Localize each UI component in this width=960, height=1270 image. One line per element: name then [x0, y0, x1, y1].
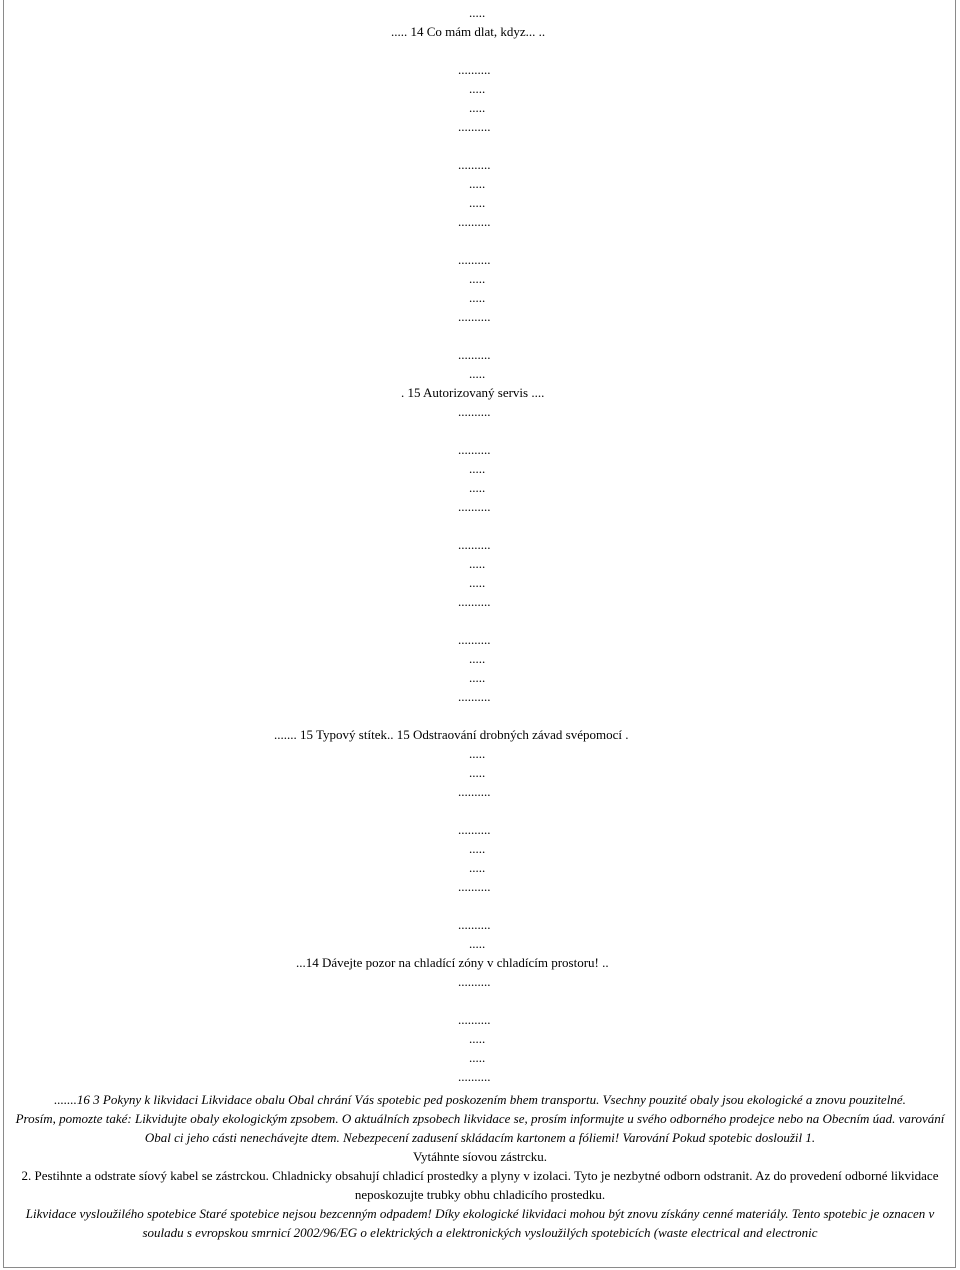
toc-gap — [0, 41, 960, 60]
toc-gap — [0, 896, 960, 915]
toc-entry: .......... — [458, 442, 491, 457]
toc-gap — [0, 326, 960, 345]
toc-entry: .......... — [458, 879, 491, 894]
toc-entry: ..... — [469, 1031, 486, 1046]
toc-entry: ..... — [469, 290, 486, 305]
body-paragraph: 2. Pestihnte a odstrate síový kabel se zástrckou. Chladnicky obsahují chladicí prostedky a plyny v izolaci. Tyto je nezbytné odborn odstranit. Az do provedení odborné likvidace neposkozujte trubky obhu chladicího prostedku. — [21, 1168, 939, 1202]
toc-entry: ..... — [469, 746, 486, 761]
toc-entry: ..... — [469, 480, 486, 495]
toc-entry: ..... — [469, 195, 486, 210]
toc-entry: ..... — [469, 860, 486, 875]
toc-gap — [0, 611, 960, 630]
toc-gap — [0, 706, 960, 725]
toc-entry: .......... — [458, 404, 491, 419]
toc-entry: .......... — [458, 689, 491, 704]
toc-entry: .......... — [458, 252, 491, 267]
toc-entry: ..... — [469, 5, 486, 20]
toc-entry: . 15 Autorizovaný servis .... — [401, 385, 545, 400]
body-paragraph: Prosím, pomozte také: Likvidujte obaly ekologickým zpsobem. O aktuálních zpsobech likvidace se, prosím informujte u svého odborného prodejce nebo na Obecním úad. varování Obal ci jeho cásti nenechávejte dtem. Nebezpecení zadusení skládacím kartonem a fóliemi! Varování Pokud spotebic dosloužil 1. — [15, 1111, 945, 1145]
toc-entry: ..... — [469, 1050, 486, 1065]
toc-gap — [0, 516, 960, 535]
toc-entry: .......... — [458, 822, 491, 837]
toc-entry: ..... — [469, 936, 486, 951]
toc-entry: .......... — [458, 119, 491, 134]
toc-entry: ..... — [469, 575, 486, 590]
toc-entry: .......... — [458, 214, 491, 229]
toc-entry: .......... — [458, 62, 491, 77]
body-paragraph: .......16 3 Pokyny k likvidaci Likvidace obalu Obal chrání Vás spotebic ped poskozením bhem transportu. Vsechny pouzité obaly jsou ekologické a znovu pouzitelné. — [54, 1092, 906, 1107]
toc-entry: .......... — [458, 537, 491, 552]
toc-entry: .......... — [458, 594, 491, 609]
toc-entry: ..... — [469, 651, 486, 666]
toc-entry: ..... — [469, 765, 486, 780]
toc-entry: .......... — [458, 347, 491, 362]
toc-entry: .......... — [458, 974, 491, 989]
toc-gap — [0, 991, 960, 1010]
toc-entry: ..... — [469, 841, 486, 856]
toc-entry: ....... 15 Typový stítek.. 15 Odstraování drobných závad svépomocí . — [274, 727, 629, 742]
toc-entry: ..... — [469, 81, 486, 96]
toc-entry: ..... — [469, 556, 486, 571]
toc-entry: .......... — [458, 1069, 491, 1084]
toc-entry: .......... — [458, 157, 491, 172]
toc-entry: .......... — [458, 1012, 491, 1027]
toc-entry: ..... — [469, 670, 486, 685]
toc-entry: ..... 14 Co mám dlat, kdyz... .. — [391, 24, 546, 39]
toc-entry: .......... — [458, 309, 491, 324]
toc-entry: .......... — [458, 632, 491, 647]
toc-gap — [0, 421, 960, 440]
toc-entry: .......... — [458, 917, 491, 932]
body-paragraph: Likvidace vysloužilého spotebice Staré spotebice nejsou bezcenným odpadem! Díky ekologické likvidaci mohou být znovu získány cenné materiály. Tento spotebic je oznacen v souladu s evropskou smrnicí 2002/96/EG o elektrických a elektronických vysloužilých spotebicích (waste electrical and electronic — [25, 1206, 935, 1240]
toc-entry: ..... — [469, 100, 486, 115]
toc-gap — [0, 231, 960, 250]
toc-entry: ..... — [469, 176, 486, 191]
toc-gap — [0, 136, 960, 155]
toc-entry: .......... — [458, 784, 491, 799]
toc-entry: ..... — [469, 366, 486, 381]
document-body — [8, 1090, 952, 1242]
table-of-contents — [0, 3, 960, 1086]
toc-entry: ..... — [469, 271, 486, 286]
toc-entry: ..... — [469, 461, 486, 476]
toc-entry: .......... — [458, 499, 491, 514]
body-paragraph: Vytáhnte síovou zástrcku. — [413, 1149, 547, 1164]
toc-entry: ...14 Dávejte pozor na chladící zóny v chladícím prostoru! .. — [296, 955, 609, 970]
toc-gap — [0, 801, 960, 820]
